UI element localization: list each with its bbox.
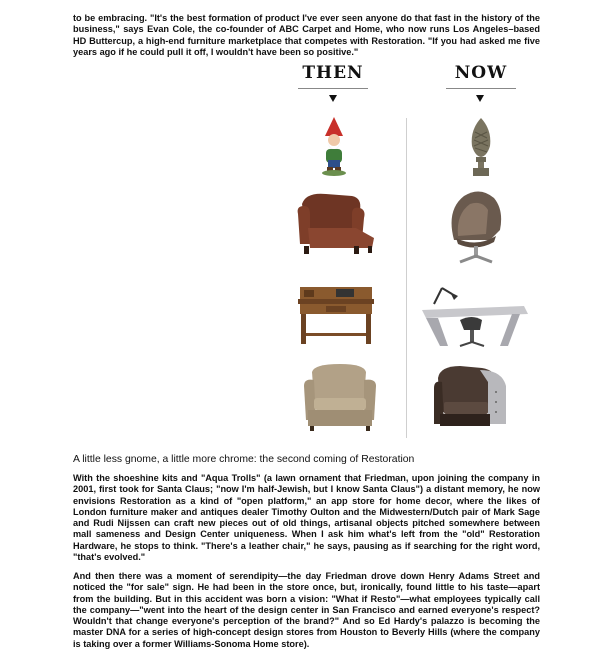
then-heading-rule [298,88,368,89]
paragraph-second: With the shoeshine kits and "Aqua Trolls" (a lawn ornament that Friedman, upon joining the company in 2001, first took for Santa Claus; "now I'm half-Jewish, but I know Santa Claus") a distant memory, he now envisions Restoration as a kind of "open platform," an app store for home decor, where the likes of London furniture maker and antiques dealer Timothy Oulton and the Midwestern/Dutch pair of Mark Sage and Rudi Nijssen can craft new pieces out of old things, artisanal objects pitched somewhere between mall sameness and Design Center uniqueness. When I ask him what's left from the "old" Restoration Hardware, he stops to think. "There's a leather chair," he says, pausing as if searching for the right word, "that's evolved." [73,473,540,563]
now-heading: NOW [454,63,508,83]
figure-caption: A little less gnome, a little more chrome: the second coming of Restoration [73,454,415,465]
leather-recliner-image [296,190,378,262]
now-down-arrow-icon [476,95,484,102]
now-heading-rule [446,88,516,89]
paragraph-third: And then there was a moment of serendipity—the day Friedman drove down Henry Adams Street and noticed the "for sale" sign. He had been in the store once, but, ironically, found little to his taste—apart from the building. But in this accident was born a vision: "What if Resto"—what employees typically call the company—"went into the heart of the design center in San Francisco and earned everyone's respect? Wouldn't that change everyone's perception of the brand?" And so Ed Hardy's palazzo is becoming the master DNA for a series of high-concept design stores from Houston to Beverly Hills (where the company is taking over a former Williams-Sonoma Home store). [73,571,540,649]
pinecone-finial-image [465,116,497,178]
then-down-arrow-icon [329,95,337,102]
paragraph-top: to be embracing. "It's the best formation of product I've ever seen anyone do that fast in the history of the business," says Evan Cole, the co-founder of ABC Carpet and Home, who now runs Los Angeles–based HD Buttercup, a high-end furniture marketplace that competes with Restoration. "If you had asked me five years ago if he could pull it off, I wouldn't have been so positive." [73,13,540,57]
egg-chair-image [446,190,506,268]
gnome-image [318,116,350,178]
aluminum-desk-image [420,284,530,354]
column-divider [406,118,407,438]
upholstered-armchair-image [302,362,378,434]
then-heading: THEN [302,63,364,83]
aviator-chair-image [430,362,510,434]
wooden-desk-image [296,285,376,345]
